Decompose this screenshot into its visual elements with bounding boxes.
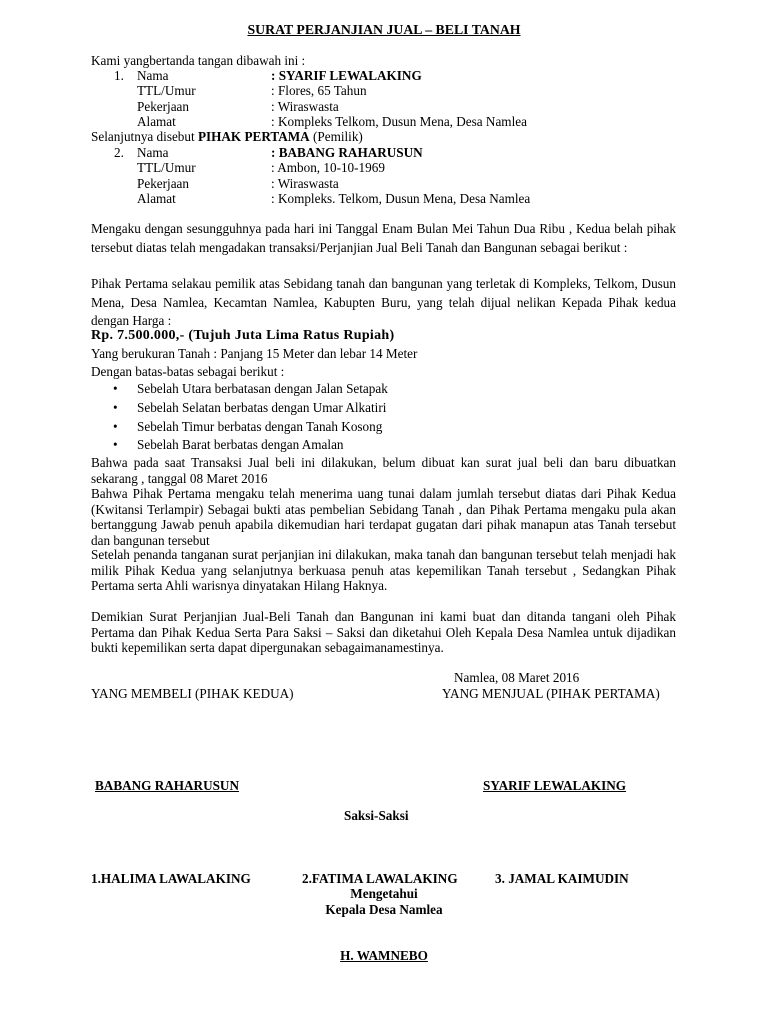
document-title: SURAT PERJANJIAN JUAL – BELI TANAH <box>247 22 521 37</box>
party-2-job-value: : Wiraswasta <box>271 176 339 191</box>
boundary-east: Sebelah Timur berbatas dengan Tanah Kosong <box>137 419 383 434</box>
bullet-icon: • <box>113 437 118 452</box>
designation-suffix: (Pemilik) <box>309 129 363 144</box>
witness-3: 3. JAMAL KAIMUDIN <box>495 871 629 886</box>
paragraph-ownership: Setelah penanda tanganan surat perjanjian ini dilakukan, maka tanah dan bangunan tersebut telah menjadi hak milik Pihak Kedua yang selanjutnya berkuasa penuh atas kepemilikan Tanah tersebut , Sedangkan Pihak Pertama serta Ahli warisnya dinyatakan Hilang Haknya. <box>91 547 676 593</box>
designation-role: PIHAK PERTAMA <box>197 129 310 144</box>
witness-1: 1.HALIMA LAWALAKING <box>91 871 251 886</box>
party-1-ttl-label: TTL/Umur <box>137 83 196 98</box>
party-2-address-value: : Kompleks. Telkom, Dusun Mena, Desa Namlea <box>271 191 531 206</box>
party-1-job-label: Pekerjaan <box>137 99 189 114</box>
witnesses-title: Saksi-Saksi <box>344 808 409 823</box>
village-head-name: H. WAMNEBO <box>340 948 428 963</box>
intro-text: Kami yangbertanda tangan dibawah ini : <box>91 53 306 68</box>
party-2-job-label: Pekerjaan <box>137 176 189 191</box>
party-1-ttl-value: : Flores, 65 Tahun <box>271 83 367 98</box>
designation-prefix: Selanjutnya disebut <box>91 129 198 144</box>
party-1-designation <box>91 129 363 145</box>
party-2-name-value: : BABANG RAHARUSUN <box>271 145 423 160</box>
party-2-address-label: Alamat <box>137 191 176 206</box>
party-2-ttl-label: TTL/Umur <box>137 160 196 175</box>
party-2-number: 2. <box>114 145 124 160</box>
seller-name: SYARIF LEWALAKING <box>483 778 627 793</box>
boundary-west: Sebelah Barat berbatas dengan Amalan <box>137 437 344 452</box>
party-2-name-label: Nama <box>137 145 169 160</box>
buyer-name: BABANG RAHARUSUN <box>95 778 239 793</box>
boundary-south: Sebelah Selatan berbatas dengan Umar Alkatiri <box>137 400 387 415</box>
party-1-address-label: Alamat <box>137 114 176 129</box>
paragraph-transaction: Bahwa pada saat Transaksi Jual beli ini dilakukan, belum dibuat kan surat jual beli dan baru dibuatkan sekarang , tanggal 08 Maret 2016 <box>91 455 676 486</box>
village-head-title: Kepala Desa Namlea <box>325 902 443 917</box>
paragraph-land-description: Pihak Pertama selakau pemilik atas Sebidang tanah dan bangunan yang terletak di Kompleks, Telkom, Dusun Mena, Desa Namlea, Kecamtan Namlea, Kabupten Buru, yang telah dijual nelikan Kepada Pihak kedua dengan Harga : <box>91 276 676 328</box>
place-date: Namlea, 08 Maret 2016 <box>454 670 580 685</box>
acknowledged-label: Mengetahui <box>350 886 418 901</box>
boundaries-intro: Dengan batas-batas sebagai berikut : <box>91 364 285 379</box>
land-size-line: Yang berukuran Tanah : Panjang 15 Meter dan lebar 14 Meter <box>91 346 418 361</box>
bullet-icon: • <box>113 419 118 434</box>
price-line: Rp. 7.500.000,- (Tujuh Juta Lima Ratus Rupiah) <box>91 328 395 343</box>
party-2-ttl-value: : Ambon, 10-10-1969 <box>271 160 385 175</box>
party-1-number: 1. <box>114 68 124 83</box>
bullet-icon: • <box>113 400 118 415</box>
bullet-icon: • <box>113 381 118 396</box>
boundary-north: Sebelah Utara berbatasan dengan Jalan Setapak <box>137 381 388 396</box>
paragraph-payment: Bahwa Pihak Pertama mengaku telah menerima uang tunai dalam jumlah tersebut diatas dari Pihak Kedua (Kwitansi Terlampir) Sebagai bukti atas pembelian Sebidang Tanah , dan Pihak Pertama mengaku pula akan bertanggung Jawab penuh apabila dikemudian hari terdapat gugatan dari pihak manapun atas Tanah tersebut dan bangunan tersebut <box>91 486 676 548</box>
party-1-address-value: : Kompleks Telkom, Dusun Mena, Desa Namlea <box>271 114 527 129</box>
buyer-label: YANG MEMBELI (PIHAK KEDUA) <box>91 686 294 701</box>
party-1-name-value: : SYARIF LEWALAKING <box>271 68 422 83</box>
paragraph-closing: Demikian Surat Perjanjian Jual-Beli Tanah dan Bangunan ini kami buat dan ditanda tangani oleh Pihak Pertama dan Pihak Kedua Serta Para Saksi – Saksi dan diketahui Oleh Kepala Desa Namlea untuk dijadikan bukti kepemilikan serta dapat dipergunakan sebagaimanamestinya. <box>91 609 676 655</box>
witness-2: 2.FATIMA LAWALAKING <box>302 871 458 886</box>
paragraph-statement: Mengaku dengan sesungguhnya pada hari ini Tanggal Enam Bulan Mei Tahun Dua Ribu , Kedua belah pihak tersebut diatas telah mengadakan transaksi/Perjanjian Jual Beli Tanah dan Bangunan sebagai berikut : <box>91 221 676 255</box>
seller-label: YANG MENJUAL (PIHAK PERTAMA) <box>442 686 660 701</box>
party-1-name-label: Nama <box>137 68 169 83</box>
party-1-job-value: : Wiraswasta <box>271 99 339 114</box>
